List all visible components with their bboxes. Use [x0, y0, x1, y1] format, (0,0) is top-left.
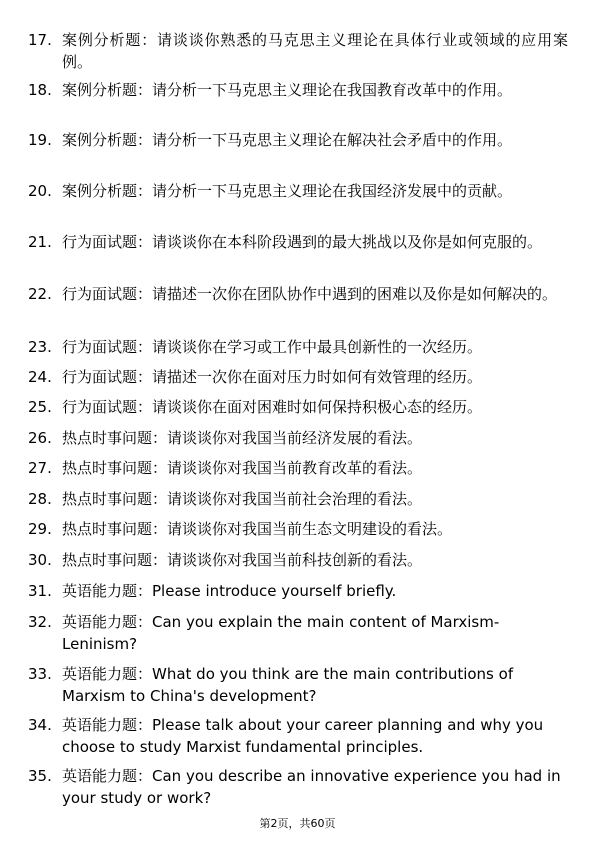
- question-text: 行为面试题：请谈谈你在面对困难时如何保持积极心态的经历。: [62, 398, 483, 416]
- question-text: 英语能力题：What do you think are the main contributions of Marxism to China's development?: [62, 665, 514, 705]
- question-text: 英语能力题：Can you explain the main content of Marxism-Leninism?: [62, 613, 500, 653]
- question-number: 31.: [28, 582, 52, 600]
- question-number: 28.: [28, 490, 52, 508]
- question-text: 热点时事问题：请谈谈你对我国当前生态文明建设的看法。: [62, 520, 453, 538]
- question-number: 17.: [28, 31, 52, 49]
- question-number: 34.: [28, 716, 52, 734]
- question-number: 32.: [28, 613, 52, 631]
- question-number: 29.: [28, 520, 52, 538]
- question-text: 热点时事问题：请谈谈你对我国当前科技创新的看法。: [62, 551, 423, 569]
- question-text: 案例分析题：请谈谈你熟悉的马克思主义理论在具体行业或领域的应用案例。: [62, 31, 568, 71]
- question-text: 英语能力题：Please introduce yourself briefly.: [62, 582, 397, 600]
- question-number: 24.: [28, 368, 52, 386]
- question-number: 27.: [28, 459, 52, 477]
- question-number: 30.: [28, 551, 52, 569]
- question-number: 35.: [28, 767, 52, 785]
- question-text: 案例分析题：请分析一下马克思主义理论在解决社会矛盾中的作用。: [62, 131, 513, 149]
- question-number: 26.: [28, 429, 52, 447]
- question-text: 案例分析题：请分析一下马克思主义理论在我国经济发展中的贡献。: [62, 182, 513, 200]
- question-text: 热点时事问题：请谈谈你对我国当前经济发展的看法。: [62, 429, 423, 447]
- question-text: 热点时事问题：请谈谈你对我国当前教育改革的看法。: [62, 459, 423, 477]
- page-footer: 第2页，共60页: [259, 817, 336, 830]
- question-number: 22.: [28, 285, 52, 303]
- question-text: 案例分析题：请分析一下马克思主义理论在我国教育改革中的作用。: [62, 81, 513, 99]
- question-number: 33.: [28, 665, 52, 683]
- question-text: 热点时事问题：请谈谈你对我国当前社会治理的看法。: [62, 490, 423, 508]
- question-number: 23.: [28, 338, 52, 356]
- question-text: 行为面试题：请谈谈你在学习或工作中最具创新性的一次经历。: [62, 338, 483, 356]
- question-text: 行为面试题：请描述一次你在团队协作中遇到的困难以及你是如何解决的。: [62, 285, 558, 303]
- question-text: 行为面试题：请描述一次你在面对压力时如何有效管理的经历。: [62, 368, 483, 386]
- question-number: 21.: [28, 233, 52, 251]
- question-number: 19.: [28, 131, 52, 149]
- question-number: 25.: [28, 398, 52, 416]
- question-text: 英语能力题：Please talk about your career planning and why you choose to study Marxist fundamental principles.: [62, 716, 544, 756]
- question-text: 行为面试题：请谈谈你在本科阶段遇到的最大挑战以及你是如何克服的。: [62, 233, 543, 251]
- question-text: 英语能力题：Can you describe an innovative experience you had in your study or work?: [62, 767, 561, 807]
- question-number: 20.: [28, 182, 52, 200]
- question-number: 18.: [28, 81, 52, 99]
